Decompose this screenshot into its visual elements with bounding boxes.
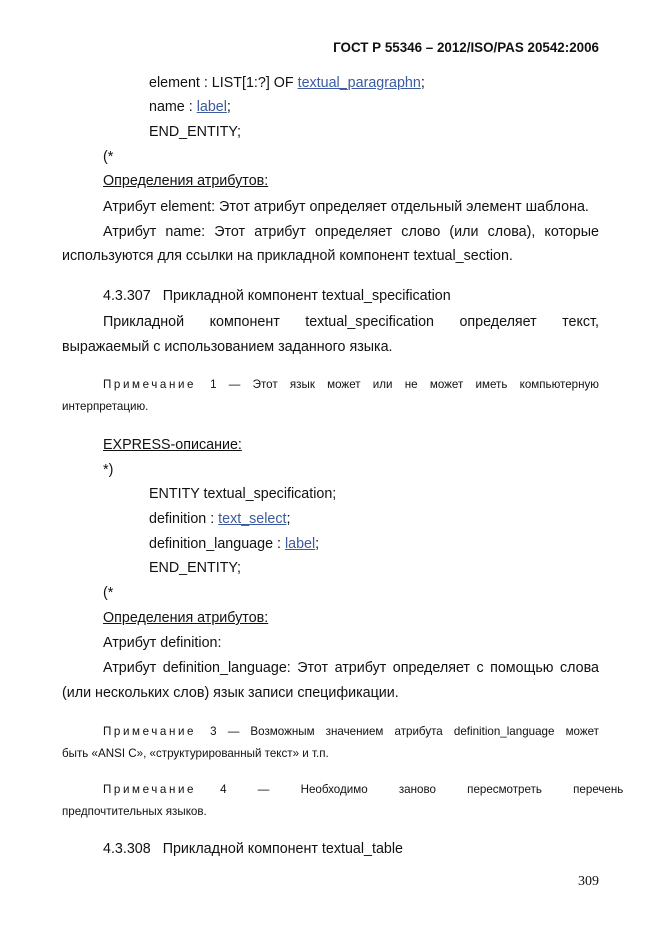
note-text: 3 — Возможным значением атрибута definition_language может	[210, 725, 599, 738]
section-307-body-2: выражаемый с использованием заданного языка.	[62, 339, 393, 355]
code-element-line	[149, 74, 425, 92]
note-1-line-1	[103, 376, 599, 394]
code-text: name :	[149, 99, 197, 115]
attribute-element-text: Атрибут element: Этот атрибут определяет отдельный элемент шаблона.	[103, 199, 589, 215]
attribute-definition-language-text-1: Атрибут definition_language: Этот атрибут определяет с помощью слова	[103, 660, 599, 676]
section-title: Прикладной компонент textual_table	[162, 841, 403, 857]
note-text: 1 — Этот язык может или не может иметь компьютерную	[210, 378, 599, 391]
note-3-line-2: быть «ANSI C», «структурированный текст» и т.п.	[62, 747, 329, 760]
attributes-heading: Определения атрибутов:	[103, 173, 269, 189]
section-307-body-1: Прикладной компонент textual_specification определяет текст,	[103, 314, 599, 330]
code-entity-line: ENTITY textual_specification;	[149, 486, 337, 502]
attribute-definition-text: Атрибут definition:	[103, 635, 222, 651]
attributes-heading: Определения атрибутов:	[103, 610, 269, 626]
code-name-line	[149, 98, 231, 116]
textual-paragraph-link[interactable]: textual_paragraphn	[297, 75, 421, 91]
comment-open: (*	[103, 585, 114, 601]
code-text: element : LIST[1:?] OF	[149, 75, 298, 91]
code-text: definition :	[149, 511, 219, 527]
code-definition-language-line	[149, 535, 319, 553]
comment-open: (*	[103, 149, 114, 165]
code-end-entity: END_ENTITY;	[149, 124, 242, 140]
semicolon: ;	[420, 75, 425, 91]
code-end-entity: END_ENTITY;	[149, 560, 242, 576]
code-definition-line	[149, 510, 290, 528]
section-title: Прикладной компонент textual_specification	[162, 288, 451, 304]
section-308-heading	[103, 840, 403, 858]
note-1-line-2: интерпретацию.	[62, 400, 149, 413]
code-text: definition_language :	[149, 536, 285, 552]
text-select-link[interactable]: text_select	[218, 511, 287, 527]
comment-close: *)	[103, 462, 114, 478]
section-307-heading	[103, 287, 451, 305]
section-number: 4.3.308	[103, 841, 151, 857]
note-label: Примечание	[103, 378, 197, 391]
section-number: 4.3.307	[103, 288, 151, 304]
label-link[interactable]: label	[284, 536, 316, 552]
note-text: 4 — Необходимо заново пересмотреть перечень	[220, 783, 624, 796]
note-4-line-2: предпочтительных языков.	[62, 805, 207, 818]
note-4-line-1	[103, 781, 624, 799]
attribute-name-text-2: используются для ссылки на прикладной компонент textual_section.	[62, 248, 513, 264]
semicolon: ;	[226, 99, 231, 115]
semicolon: ;	[286, 511, 291, 527]
note-label: Примечание	[103, 725, 197, 738]
document-header: ГОСТ Р 55346 – 2012/ISO/PAS 20542:2006	[333, 40, 599, 55]
page-number: 309	[578, 874, 599, 889]
attribute-name-text-1: Атрибут name: Этот атрибут определяет слово (или слова), которые	[103, 224, 599, 240]
attribute-definition-language-text-2: (или нескольких слов) язык записи спецификации.	[62, 685, 399, 701]
label-link[interactable]: label	[196, 99, 227, 115]
note-3-line-1	[103, 723, 599, 741]
semicolon: ;	[315, 536, 320, 552]
express-heading: EXPRESS-описание:	[103, 437, 242, 453]
note-label: Примечание	[103, 783, 197, 796]
